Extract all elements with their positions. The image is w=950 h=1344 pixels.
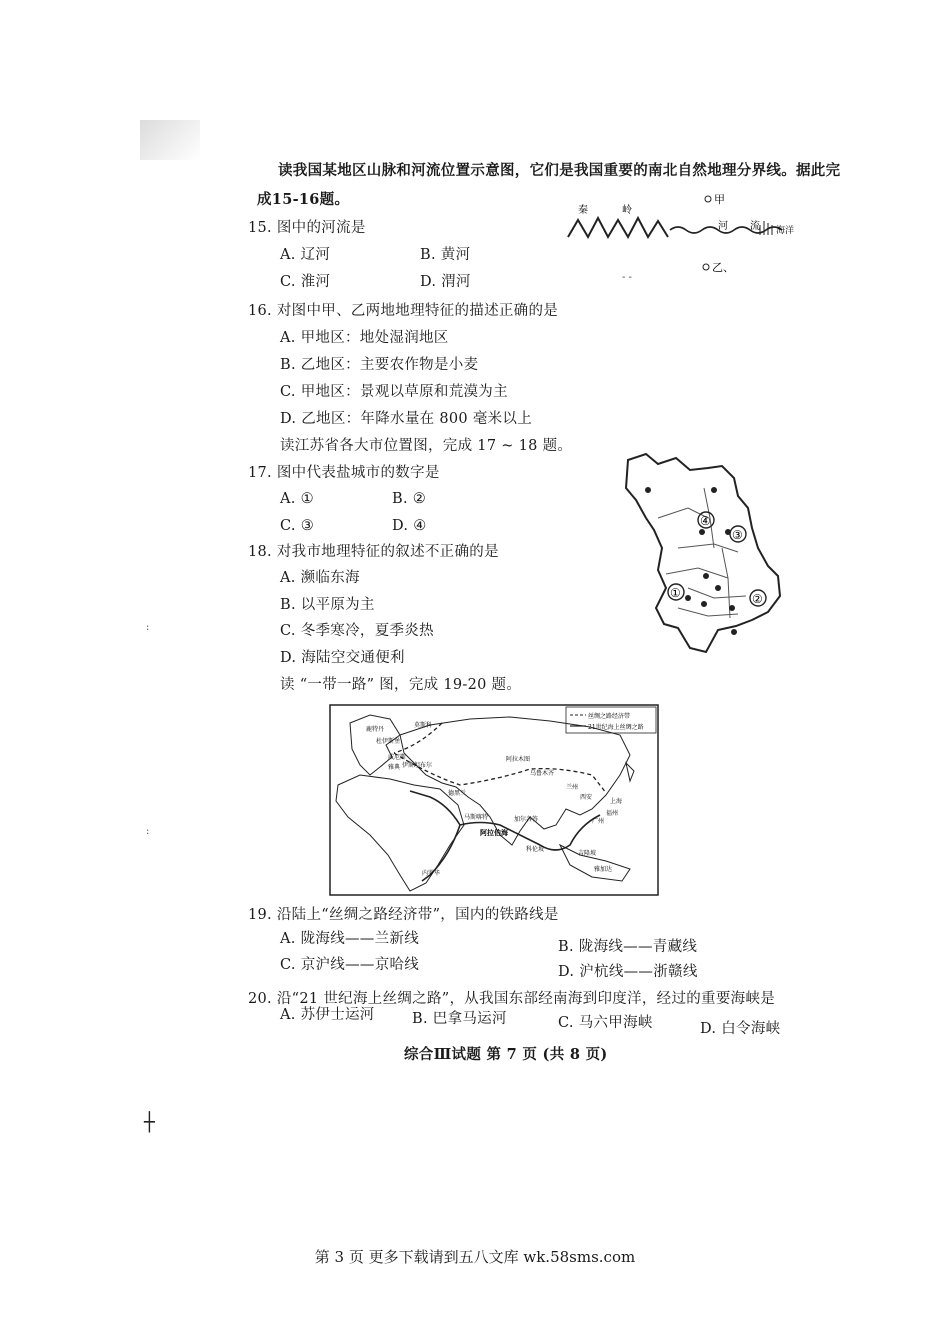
place-lanzhou: 兰州	[566, 784, 579, 791]
jiangsu-label-1: ①	[670, 586, 681, 600]
place-guangzhou: 广州	[592, 818, 605, 825]
q16-stem: 16. 对图中甲、乙两地地理特征的描述正确的是	[248, 303, 559, 319]
crop-mark: ┼	[144, 1112, 155, 1133]
place-duisburg: 杜伊斯堡	[376, 738, 401, 745]
q18-option-d[interactable]: D. 海陆空交通便利	[280, 650, 405, 666]
place-urumqi: 乌鲁木齐	[530, 770, 555, 777]
q20-option-b[interactable]: B. 巴拿马运河	[412, 1011, 507, 1027]
legend-sea-route: 21世纪海上丝绸之路	[588, 724, 644, 731]
q15-option-a[interactable]: A. 辽河	[280, 247, 331, 263]
q19-option-c[interactable]: C. 京沪线——京哈线	[280, 957, 420, 973]
jiangsu-label-4: ④	[700, 514, 711, 528]
q16-option-b[interactable]: B. 乙地区：主要农作物是小麦	[280, 357, 479, 373]
place-muscat: 马斯喀特	[464, 814, 489, 821]
q20-option-c[interactable]: C. 马六甲海峡	[558, 1015, 653, 1031]
place-rotterdam: 鹿特丹	[366, 726, 385, 733]
river-label-1: 河	[718, 221, 728, 232]
place-shanghai: 上海	[610, 798, 623, 805]
place-nairobi: 内罗毕	[422, 870, 441, 877]
q18-option-a[interactable]: A. 濒临东海	[280, 570, 360, 586]
q17-option-b[interactable]: B. ②	[392, 491, 427, 507]
q19-option-b[interactable]: B. 陇海线——青藏线	[558, 939, 698, 955]
place-tehran: 德黑兰	[448, 790, 467, 797]
mountain-label-2: 岭	[622, 205, 632, 216]
q20-option-d[interactable]: D. 白令海峡	[700, 1021, 781, 1037]
q17-option-d[interactable]: D. ④	[392, 518, 427, 534]
place-almaty: 阿拉木图	[506, 756, 531, 763]
mountain-label-1: 秦	[578, 205, 588, 216]
q15-option-b[interactable]: B. 黄河	[420, 247, 471, 263]
q17-stem: 17. 图中代表盐城市的数字是	[248, 465, 440, 481]
q20-option-a[interactable]: A. 苏伊士运河	[280, 1007, 375, 1023]
exam-page-footer: 综合Ⅲ试题 第 7 页 (共 8 页)	[404, 1046, 608, 1063]
legend-land-route: 丝绸之路经济带	[588, 713, 631, 720]
q19-option-a[interactable]: A. 陇海线——兰新线	[280, 931, 419, 947]
q18-option-b[interactable]: B. 以平原为主	[280, 597, 375, 613]
jiangsu-label-2: ②	[752, 592, 763, 606]
intro-19-20: 读 “一带一路” 图，完成 19-20 题。	[280, 677, 522, 693]
river-label-2: 流	[750, 221, 760, 232]
q18-stem: 18. 对我市地理特征的叙述不正确的是	[248, 544, 499, 560]
place-yi: 乙、	[712, 261, 734, 274]
intro-15-16-line2: 成15-16题。	[257, 191, 350, 208]
margin-mark: :	[146, 826, 150, 837]
q20-stem: 20. 沿“21 世纪海上丝绸之路”，从我国东部经南海到印度洋，经过的重要海峡是	[248, 991, 776, 1007]
place-venice: 威尼斯	[388, 754, 407, 761]
place-istanbul: 伊斯坦布尔	[402, 762, 433, 769]
download-footer: 第 3 页 更多下载请到五八文库 wk.58sms.com	[314, 1248, 636, 1266]
q15-option-d[interactable]: D. 渭河	[420, 274, 471, 290]
q17-option-c[interactable]: C. ③	[280, 518, 314, 534]
place-kuala-lumpur: 吉隆坡	[578, 850, 597, 857]
intro-17-18: 读江苏省各大市位置图，完成 17 ~ 18 题。	[280, 438, 573, 454]
place-moscow: 莫斯科	[414, 722, 433, 729]
place-athens: 雅典	[388, 764, 401, 771]
place-colombo: 科伦坡	[526, 846, 545, 853]
place-fuzhou: 福州	[606, 810, 619, 817]
place-kolkata: 加尔各答	[514, 816, 539, 823]
jiangsu-map	[618, 448, 798, 663]
q17-option-a[interactable]: A. ①	[280, 491, 314, 507]
scan-speck: - -	[622, 272, 632, 283]
place-xian: 西安	[580, 794, 593, 801]
q19-stem: 19. 沿陆上“丝绸之路经济带”，国内的铁路线是	[248, 907, 559, 923]
q15-stem: 15. 图中的河流是	[248, 220, 366, 236]
jiangsu-label-3: ③	[732, 528, 743, 542]
q18-option-c[interactable]: C. 冬季寒冷，夏季炎热	[280, 623, 434, 639]
q16-option-a[interactable]: A. 甲地区：地处湿润地区	[280, 330, 449, 346]
place-jakarta: 雅加达	[594, 866, 613, 873]
place-jia: 甲	[714, 193, 725, 206]
scan-shadow	[140, 120, 200, 160]
sea-label: 海洋	[776, 226, 795, 236]
intro-15-16-line1: 读我国某地区山脉和河流位置示意图，它们是我国重要的南北自然地理分界线。据此完	[278, 162, 841, 179]
qinling-huaihe-map	[560, 185, 820, 285]
q16-option-d[interactable]: D. 乙地区：年降水量在 800 毫米以上	[280, 411, 533, 427]
label-arabian-sea: 阿拉伯海	[480, 828, 508, 837]
margin-mark: :	[146, 622, 150, 633]
q16-option-c[interactable]: C. 甲地区：景观以草原和荒漠为主	[280, 384, 508, 400]
q19-option-d[interactable]: D. 沪杭线——浙赣线	[558, 964, 698, 980]
q15-option-c[interactable]: C. 淮河	[280, 274, 331, 290]
belt-and-road-map	[330, 705, 658, 895]
